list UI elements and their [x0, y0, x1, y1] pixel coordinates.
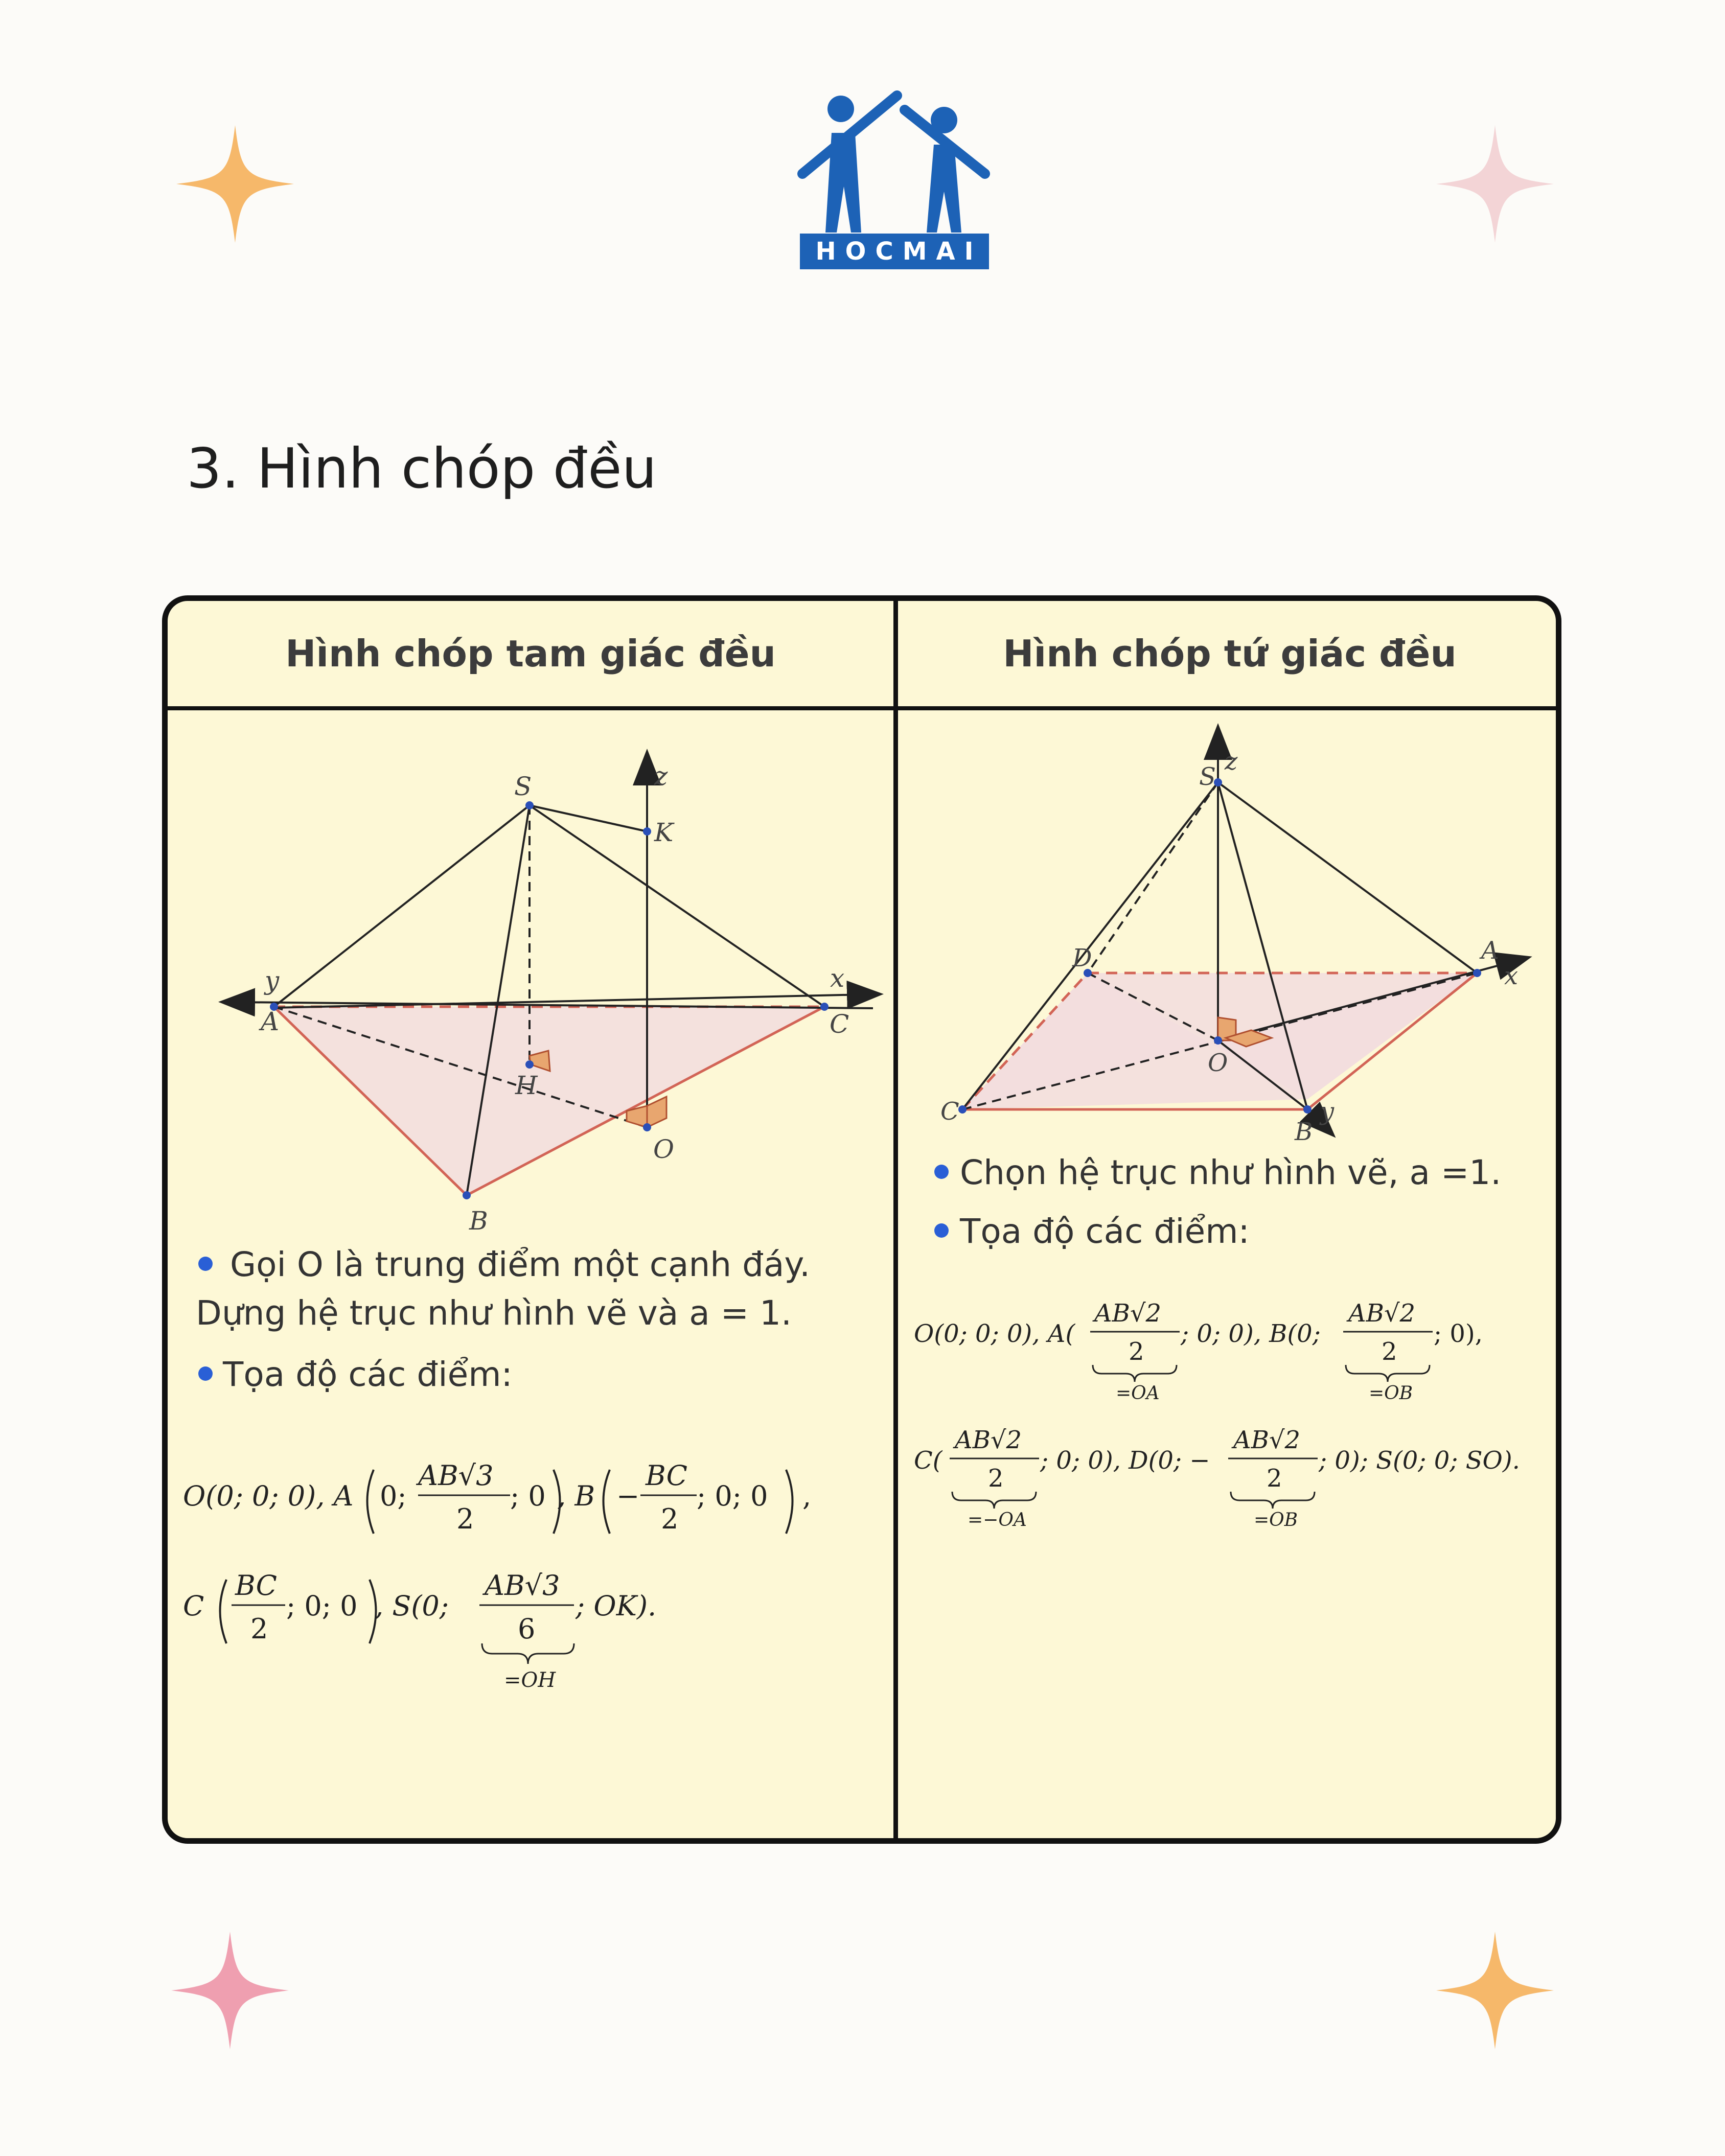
left-bullet-1: Gọi O là trung điểm một cạnh đáy.: [198, 1245, 810, 1284]
bullet-dot-icon: [198, 1366, 213, 1381]
label-z: z: [654, 761, 668, 791]
bullet-dot-icon: [934, 1165, 949, 1179]
label-A-right: A: [1481, 936, 1499, 965]
left-formula: [178, 1429, 888, 1695]
svg-text:AB√2: AB√2: [1348, 1299, 1416, 1328]
svg-text:=OB: =OB: [1254, 1510, 1298, 1531]
sparkle-icon-top-left: [176, 125, 294, 243]
svg-text:BC: BC: [646, 1459, 688, 1492]
label-y: y: [265, 966, 280, 995]
sparkle-icon-bottom-left: [171, 1932, 289, 2049]
edge-SC: [530, 805, 824, 1007]
triangular-pyramid-figure: [219, 718, 853, 1236]
label-x-right: x: [1504, 962, 1519, 990]
right-column-header: Hình chóp tứ giác đều: [1003, 632, 1457, 675]
label-O: O: [653, 1134, 674, 1164]
label-D: D: [1072, 944, 1092, 972]
comparison-table: [162, 595, 1561, 1844]
svg-text:C(: C(: [914, 1446, 942, 1475]
label-B: B: [469, 1206, 488, 1236]
base-triangle-fill: [274, 1007, 824, 1195]
label-S-right: S: [1199, 762, 1216, 791]
svg-text:, B: , B: [557, 1480, 595, 1512]
svg-text:2: 2: [250, 1613, 268, 1645]
svg-text:2: 2: [1382, 1337, 1397, 1366]
svg-text:C: C: [183, 1590, 204, 1622]
svg-text:2: 2: [456, 1503, 474, 1535]
label-K: K: [654, 818, 674, 847]
logo-figures-icon: [800, 89, 989, 235]
label-C-right: C: [940, 1097, 959, 1126]
svg-text:; 0; 0), D(0; −: ; 0; 0), D(0; −: [1040, 1446, 1210, 1475]
label-y-right: y: [1320, 1097, 1335, 1126]
edge-SA: [274, 805, 530, 1007]
svg-text:O(0; 0; 0), A(: O(0; 0; 0), A(: [914, 1319, 1075, 1348]
svg-text:2: 2: [1129, 1337, 1144, 1366]
right-formula: [911, 1281, 1563, 1557]
svg-text:, S(0;: , S(0;: [375, 1590, 449, 1622]
svg-text:AB√2: AB√2: [1094, 1299, 1162, 1328]
svg-text:; 0; 0: ; 0; 0: [697, 1480, 768, 1512]
label-A: A: [261, 1007, 280, 1036]
logo-text: HOCMAI: [800, 234, 989, 269]
underbrace-OH: [482, 1643, 574, 1664]
hocmai-logo[interactable]: [800, 89, 989, 271]
svg-text:0;: 0;: [380, 1480, 407, 1512]
svg-text:=OB: =OB: [1369, 1383, 1413, 1404]
svg-text:; OK).: ; OK).: [576, 1590, 657, 1622]
bullet-dot-icon: [198, 1257, 213, 1271]
svg-text:; 0: ; 0: [510, 1480, 546, 1512]
svg-text:=−OA: =−OA: [968, 1510, 1027, 1531]
svg-text:2: 2: [661, 1503, 679, 1535]
sparkle-icon-bottom-right: [1436, 1932, 1554, 2049]
svg-text:2: 2: [988, 1464, 1004, 1493]
svg-text:BC: BC: [235, 1569, 278, 1602]
label-C: C: [830, 1009, 849, 1039]
paren-open: [367, 1470, 374, 1534]
label-x: x: [830, 963, 845, 993]
left-bullet-2: Tọa độ các điểm:: [198, 1355, 513, 1394]
svg-text:AB√3: AB√3: [418, 1459, 494, 1492]
svg-text:AB√3: AB√3: [485, 1569, 560, 1602]
svg-text:6: 6: [518, 1613, 536, 1645]
right-angle-O-2: [647, 1097, 666, 1127]
label-H: H: [515, 1071, 538, 1100]
svg-text:−: −: [616, 1480, 640, 1512]
svg-text:; 0),: ; 0),: [1434, 1319, 1483, 1348]
svg-text:AB√2: AB√2: [955, 1426, 1022, 1454]
label-B-right: B: [1295, 1118, 1313, 1146]
right-bullet-2: Tọa độ các điểm:: [934, 1212, 1250, 1251]
svg-text:,: ,: [802, 1480, 812, 1512]
bullet-dot-icon: [934, 1223, 949, 1238]
label-S: S: [514, 772, 532, 801]
formula-O-A: O(0; 0; 0), A: [183, 1480, 354, 1512]
left-bullet-1-cont: Dựng hệ trục như hình vẽ và a = 1.: [196, 1293, 792, 1333]
label-O-right: O: [1208, 1049, 1228, 1077]
square-pyramid-figure: [919, 734, 1553, 1146]
svg-text:; 0); S(0; 0; SO).: ; 0); S(0; 0; SO).: [1319, 1446, 1520, 1475]
svg-text:; 0; 0: ; 0; 0: [286, 1590, 358, 1622]
header-divider: [168, 706, 1556, 710]
left-column-header: Hình chóp tam giác đều: [285, 632, 776, 675]
right-bullet-1: Chọn hệ trục như hình vẽ, a =1.: [934, 1153, 1501, 1192]
sparkle-icon-top-right: [1436, 125, 1554, 243]
label-z-right: z: [1225, 747, 1238, 776]
section-heading: 3. Hình chóp đều: [187, 437, 657, 501]
svg-text:2: 2: [1267, 1464, 1282, 1493]
svg-text:; 0; 0), B(0;: ; 0; 0), B(0;: [1181, 1319, 1321, 1348]
svg-text:=OH: =OH: [504, 1668, 556, 1692]
column-divider: [893, 601, 898, 1838]
svg-text:=OA: =OA: [1116, 1383, 1160, 1404]
svg-text:AB√2: AB√2: [1233, 1426, 1301, 1454]
